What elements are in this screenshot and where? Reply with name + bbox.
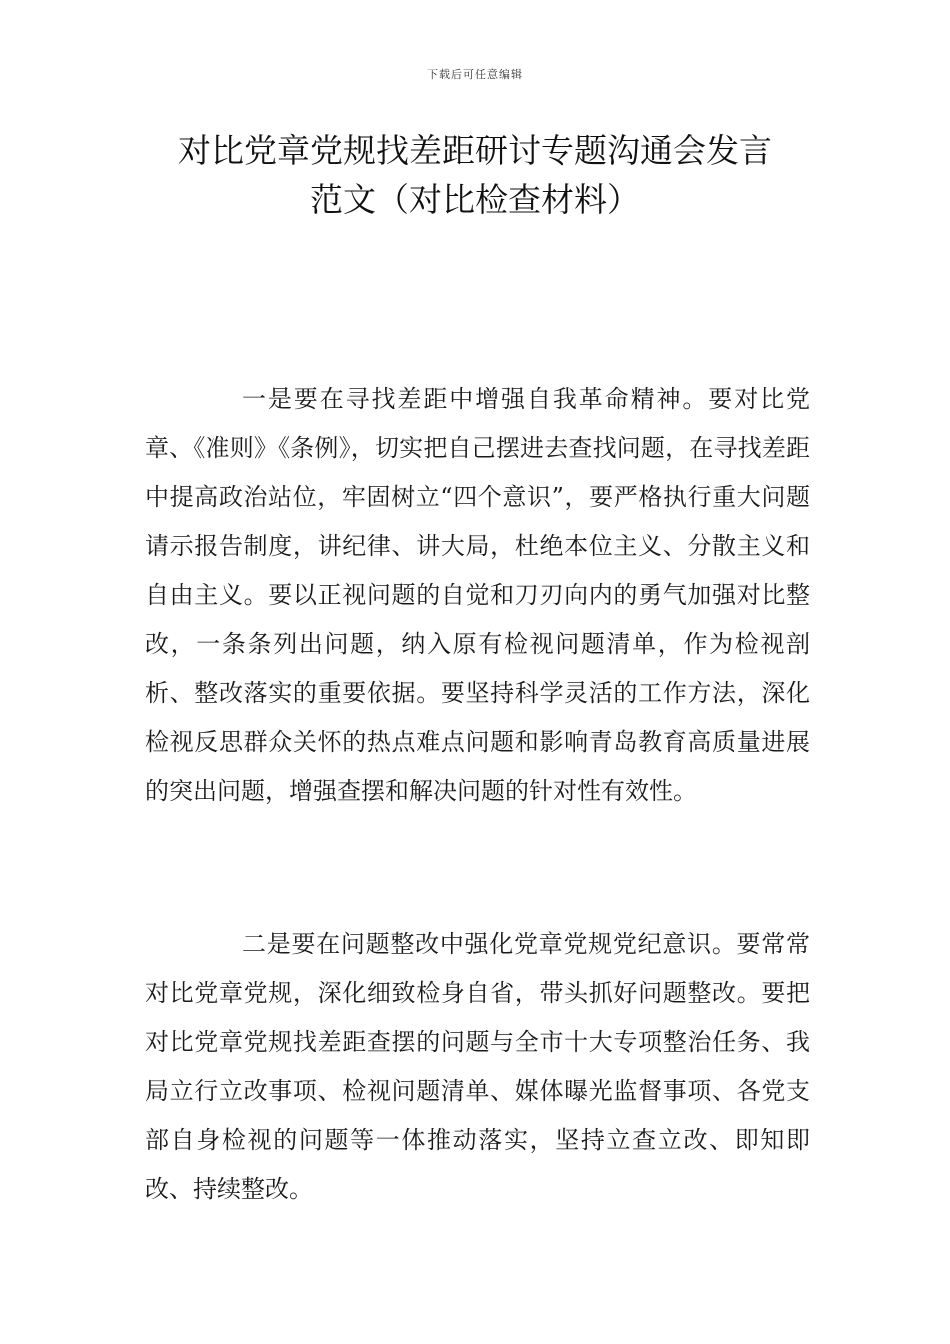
body-paragraph-1: 一是要在寻找差距中增强自我革命精神。要对比党章、《准则》《条例》，切实把自己摆进去查找问题，在寻找差距中提高政治站位，牢固树立“四个意识”，要严格执行重大问题请示报告制度，讲纪律、讲大局，杜绝本位主义、分散主义和自由主义。要以正视问题的自觉和刀刃向内的勇气加强对比整改，一条条列出问题，纳入原有检视问题清单，作为检视剖析、整改落实的重要依据。要坚持科学灵活的工作方法，深化检视反思群众关怀的热点难点问题和影响青岛教育高质量进展的突出问题，增强查摆和解决问题的针对性有效性。 (145, 385, 810, 805)
title-line-2: 范文（对比检查材料） (310, 180, 640, 219)
body-paragraph-2: 二是要在问题整改中强化党章党规党纪意识。要常常对比党章党规，深化细致检身自省，带头抓好问题整改。要把对比党章党规找差距查摆的问题与全市十大专项整治任务、我局立行立改事项、检视问题清单、媒体曝光监督事项、各党支部自身检视的问题等一体推动落实，坚持立查立改、即知即改、持续整改。 (145, 930, 810, 1203)
page-title (100, 126, 850, 224)
title-line-1: 对比党章党规找差距研讨专题沟通会发言 (178, 131, 772, 170)
header-note: 下载后可任意编辑 (427, 68, 523, 81)
